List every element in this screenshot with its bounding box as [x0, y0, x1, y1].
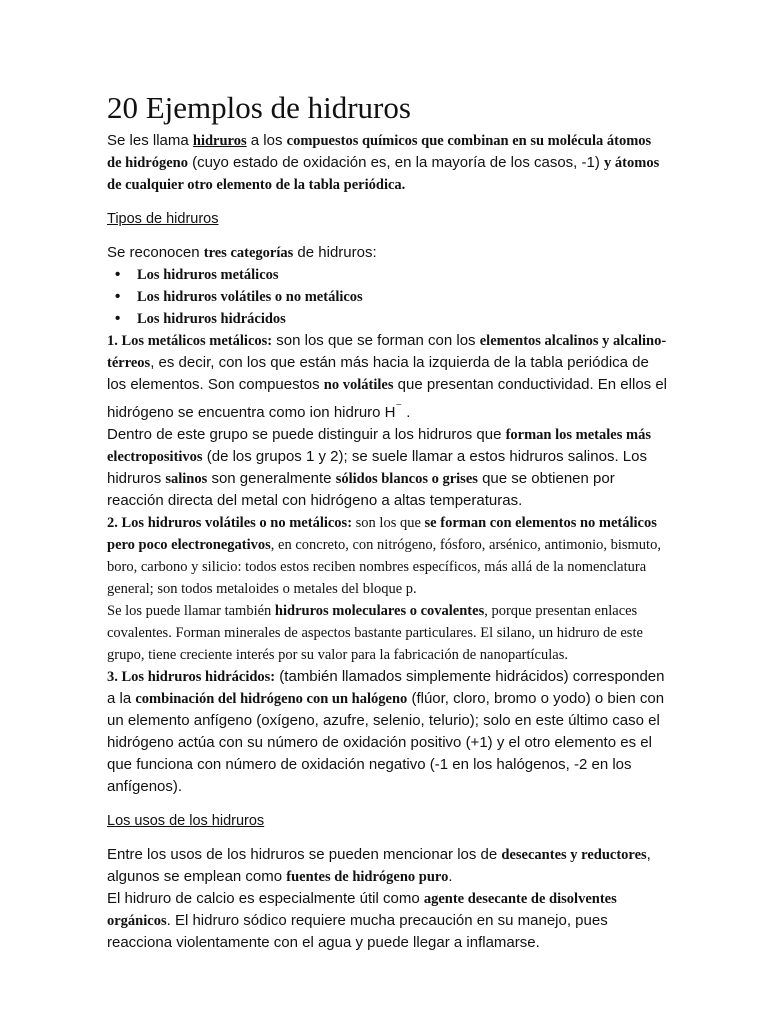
types-list — [107, 264, 667, 330]
volatiles-label: 2. Los hidruros volátiles o no metálicos: — [107, 515, 353, 531]
bold-term: forman los metales más electropositivos — [107, 427, 651, 465]
intro-text: (cuyo estado de oxidación es, en la mayoría de los casos, -1) — [187, 154, 605, 171]
types-lead — [107, 242, 667, 264]
section-heading-usos: Los usos de los hidruros — [107, 813, 265, 829]
paragraph-text: . El hidruro sódico requiere mucha precaución en su manejo, pues reacciona violentamente con el agua y puede llegar a inflamarse. — [107, 912, 608, 951]
paragraph-text: son los que se forman con los — [272, 332, 480, 349]
metalicos-label: 1. Los metálicos metálicos: — [107, 333, 273, 349]
paragraph-text: Se los puede llamar también — [107, 603, 275, 619]
paragraph-text: son los que — [352, 515, 425, 531]
paragraph-text: (también llamados simplemente hidrácidos) corresponden a la — [107, 668, 665, 707]
usos-paragraph — [107, 844, 667, 888]
paragraph-text: , es decir, con los que están más hacia la izquierda de la tabla periódica de los elementos. Son compuestos — [107, 354, 649, 393]
salinos-paragraph — [107, 424, 667, 512]
paragraph-text: Entre los usos de los hidruros se pueden mencionar los de — [107, 846, 502, 863]
intro-text: Se les llama — [107, 132, 193, 149]
paragraph-text: son generalmente — [207, 470, 336, 487]
bold-term: fuentes de hidrógeno puro — [286, 869, 449, 885]
paragraph-text: Dentro de este grupo se puede distinguir a los hidruros que — [107, 426, 506, 443]
paragraph-text: El hidruro de calcio es especialmente útil como — [107, 890, 424, 907]
paragraph-text: , porque presentan enlaces covalentes. Forman minerales de aspectos bastante particulares. El silano, un hidruro de este grupo, tiene creciente interés por su valor para la fabricación de nanopartículas. — [107, 603, 643, 663]
bold-term: sólidos blancos o grises — [335, 471, 478, 487]
bold-term: hidruros moleculares o covalentes — [274, 603, 485, 619]
list-item: • Los hidruros metálicos — [115, 264, 667, 286]
intro-bold-definition: y átomos de cualquier otro elemento de la tabla periódica. — [107, 155, 660, 193]
covalentes-paragraph — [107, 600, 667, 666]
types-lead-text: de hidruros: — [293, 244, 377, 261]
bold-term: desecantes y reductores — [501, 847, 647, 863]
document-content — [107, 88, 667, 954]
paragraph-text: , algunos se emplean como — [107, 846, 651, 885]
volatiles-paragraph — [107, 512, 667, 600]
hidracidos-paragraph — [107, 666, 667, 798]
paragraph-text: . — [448, 868, 453, 885]
intro-term-hidruros: hidruros — [192, 133, 247, 149]
bold-term: combinación del hidrógeno con un halógeno — [135, 691, 408, 707]
calcio-paragraph — [107, 888, 667, 954]
paragraph-text: que se obtienen por reacción directa del metal con hidrógeno a altas temperaturas. — [107, 470, 615, 509]
superscript-minus: ⁻ — [395, 400, 403, 414]
paragraph-text: . — [402, 404, 411, 421]
paragraph-text: , en concreto, con nitrógeno, fósforo, arsénico, antimonio, bismuto, boro, carbono y silicio: todos estos reciben nombres específicos, más allá de la nomenclatura general; son todos metaloides o metales del bloque p. — [107, 537, 661, 597]
page-title: 20 Ejemplos de hidruros — [107, 90, 411, 125]
types-lead-text: Se reconocen — [107, 244, 204, 261]
bold-term: elementos alcalinos y alcalino-térreos — [107, 333, 667, 371]
bold-term: no volátiles — [323, 377, 394, 393]
list-item: • Los hidruros hidrácidos — [115, 308, 667, 330]
metalicos-paragraph — [107, 330, 667, 424]
intro-bold-definition: compuestos químicos que combinan en su molécula átomos de hidrógeno — [107, 133, 652, 171]
section-heading-tipos: Tipos de hidruros — [107, 211, 219, 227]
intro-text: a los — [246, 132, 287, 149]
intro-paragraph — [107, 130, 667, 196]
paragraph-text: (flúor, cloro, bromo o yodo) o bien con un elemento anfígeno (oxígeno, azufre, selenio, telurio); solo en este último caso el hidrógeno actúa con su número de oxidación positivo (+1) y el otro elemento es el que funciona con número de oxidación negativo (-1 en los halógenos, -2 en los anfígenos). — [107, 690, 665, 795]
list-item: • Los hidruros volátiles o no metálicos — [115, 286, 667, 308]
types-lead-bold: tres categorías — [203, 245, 294, 261]
paragraph-text: que presentan conductividad. En ellos el hidrógeno se encuentra como ion hidruro H — [107, 376, 667, 421]
paragraph-text: (de los grupos 1 y 2); se suele llamar a estos hidruros salinos. Los hidruros — [107, 448, 647, 487]
bold-term: agente desecante de disolventes orgánicos — [107, 891, 617, 929]
bold-term: se forman con elementos no metálicos pero poco electronegativos — [107, 515, 657, 553]
hidracidos-label: 3. Los hidruros hidrácidos: — [107, 669, 276, 685]
bold-term: salinos — [165, 471, 208, 487]
